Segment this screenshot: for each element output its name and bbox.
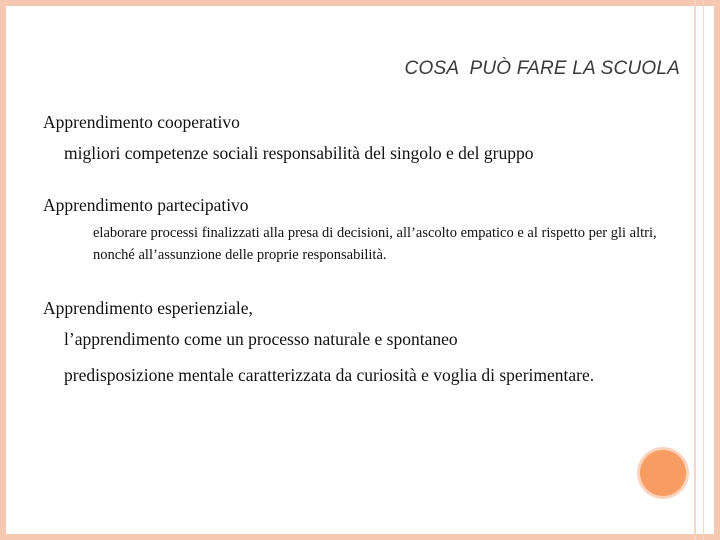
section-text-esperienziale-1: l’apprendimento come un processo naturale e spontaneo [64, 329, 458, 349]
frame-top-border [0, 0, 720, 6]
section-text-partecipativo: elaborare processi finalizzati alla presa di decisioni, all’ascolto empatico e al rispetto per gli altri, nonché all’assunzione delle proprie responsabilità. [93, 225, 657, 263]
slide-title: COSA PUÒ FARE LA SCUOLA [404, 58, 680, 79]
section-text-cooperativo: migliori competenze sociali responsabilità del singolo e del gruppo [64, 143, 534, 163]
decorative-circle [640, 450, 686, 496]
frame-left-border [0, 0, 6, 540]
section-heading-cooperativo: Apprendimento cooperativo [43, 112, 240, 132]
section-heading-esperienziale: Apprendimento esperienziale, [43, 298, 253, 318]
frame-right-inner-stripe [694, 0, 696, 540]
frame-right-border [714, 0, 720, 540]
section-text-esperienziale-2: predisposizione mentale caratterizzata da curiosità e voglia di sperimentare. [64, 365, 595, 385]
frame-right-line [703, 0, 704, 540]
section-heading-partecipativo: Apprendimento partecipativo [43, 195, 249, 215]
frame-bottom-border [0, 534, 720, 540]
